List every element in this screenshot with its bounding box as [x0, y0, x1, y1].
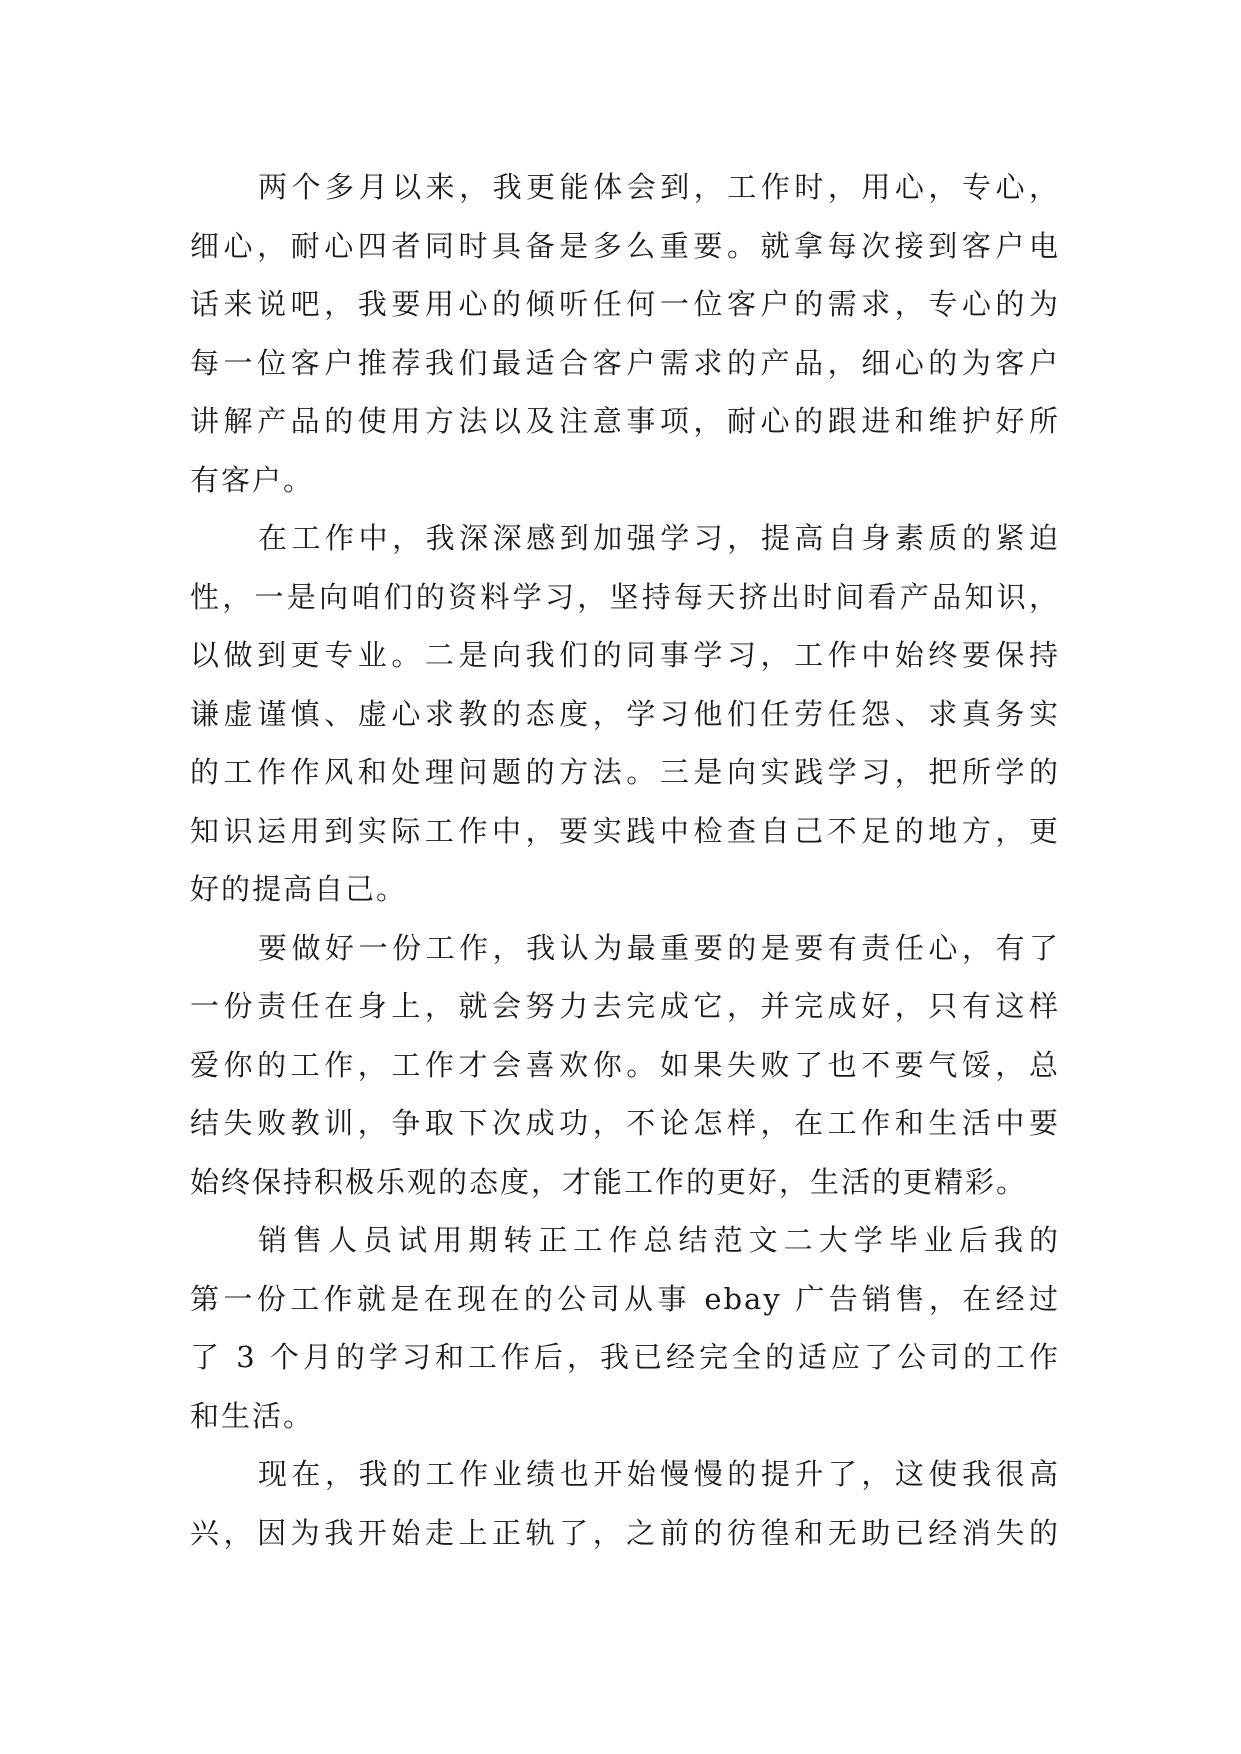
- paragraph-line: 销售人员试用期转正工作总结范文二大学毕业后我的: [258, 1223, 1060, 1257]
- paragraph-line: 两个多月以来，我更能体会到，工作时，用心，专心，: [258, 170, 1060, 204]
- paragraph-line: 谦虚谨慎、虚心求教的态度，学习他们任劳任怨、求真务实: [190, 696, 1060, 731]
- paragraph-line: 好的提高自己。: [190, 872, 408, 906]
- paragraph-line: 了 3 个月的学习和工作后，我已经完全的适应了公司的工作: [190, 1340, 1060, 1374]
- paragraph-line: 始终保持积极乐观的态度，才能工作的更好，生活的更精彩。: [190, 1164, 1028, 1199]
- paragraph-4: [190, 1211, 1060, 1445]
- paragraph-line: 在工作中，我深深感到加强学习，提高自身素质的紧迫: [258, 521, 1060, 555]
- paragraph-line: 和生活。: [190, 1398, 315, 1433]
- paragraph-line: 每一位客户推荐我们最适合客户需求的产品，细心的为客户: [190, 345, 1060, 380]
- paragraph-line: 爱你的工作，工作才会喜欢你。如果失败了也不要气馁，总: [190, 1047, 1060, 1082]
- paragraph-3: [190, 919, 1060, 1212]
- paragraph-line: 第一份工作就是在现在的公司从事 ebay 广告销售，在经过: [190, 1281, 1060, 1316]
- paragraph-line: 以做到更专业。二是向我们的同事学习，工作中始终要保持: [190, 638, 1060, 672]
- document-body: [190, 158, 1060, 1562]
- paragraph-line: 结失败教训，争取下次成功，不论怎样，在工作和生活中要: [190, 1106, 1060, 1140]
- paragraph-line: 讲解产品的使用方法以及注意事项，耐心的跟进和维护好所: [190, 404, 1060, 438]
- paragraph-line: 兴，因为我开始走上正轨了，之前的彷徨和无助已经消失的: [190, 1515, 1060, 1550]
- paragraph-line: 知识运用到实际工作中，要实践中检查自己不足的地方，更: [190, 813, 1060, 848]
- paragraph-line: 性，一是向咱们的资料学习，坚持每天挤出时间看产品知识，: [190, 579, 1060, 614]
- paragraph-line: 话来说吧，我要用心的倾听任何一位客户的需求，专心的为: [190, 287, 1060, 321]
- paragraph-line: 细心，耐心四者同时具备是多么重要。就拿每次接到客户电: [190, 228, 1060, 263]
- paragraph-2: [190, 509, 1060, 919]
- paragraph-5: [190, 1445, 1060, 1562]
- paragraph-line: 一份责任在身上，就会努力去完成它，并完成好，只有这样: [190, 989, 1060, 1023]
- paragraph-1: [190, 158, 1060, 509]
- paragraph-line: 要做好一份工作，我认为最重要的是要有责任心，有了: [258, 930, 1060, 965]
- paragraph-line: 有客户。: [190, 462, 315, 497]
- paragraph-line: 现在，我的工作业绩也开始慢慢的提升了，这使我很高: [258, 1457, 1060, 1491]
- paragraph-line: 的工作作风和处理问题的方法。三是向实践学习，把所学的: [190, 755, 1060, 789]
